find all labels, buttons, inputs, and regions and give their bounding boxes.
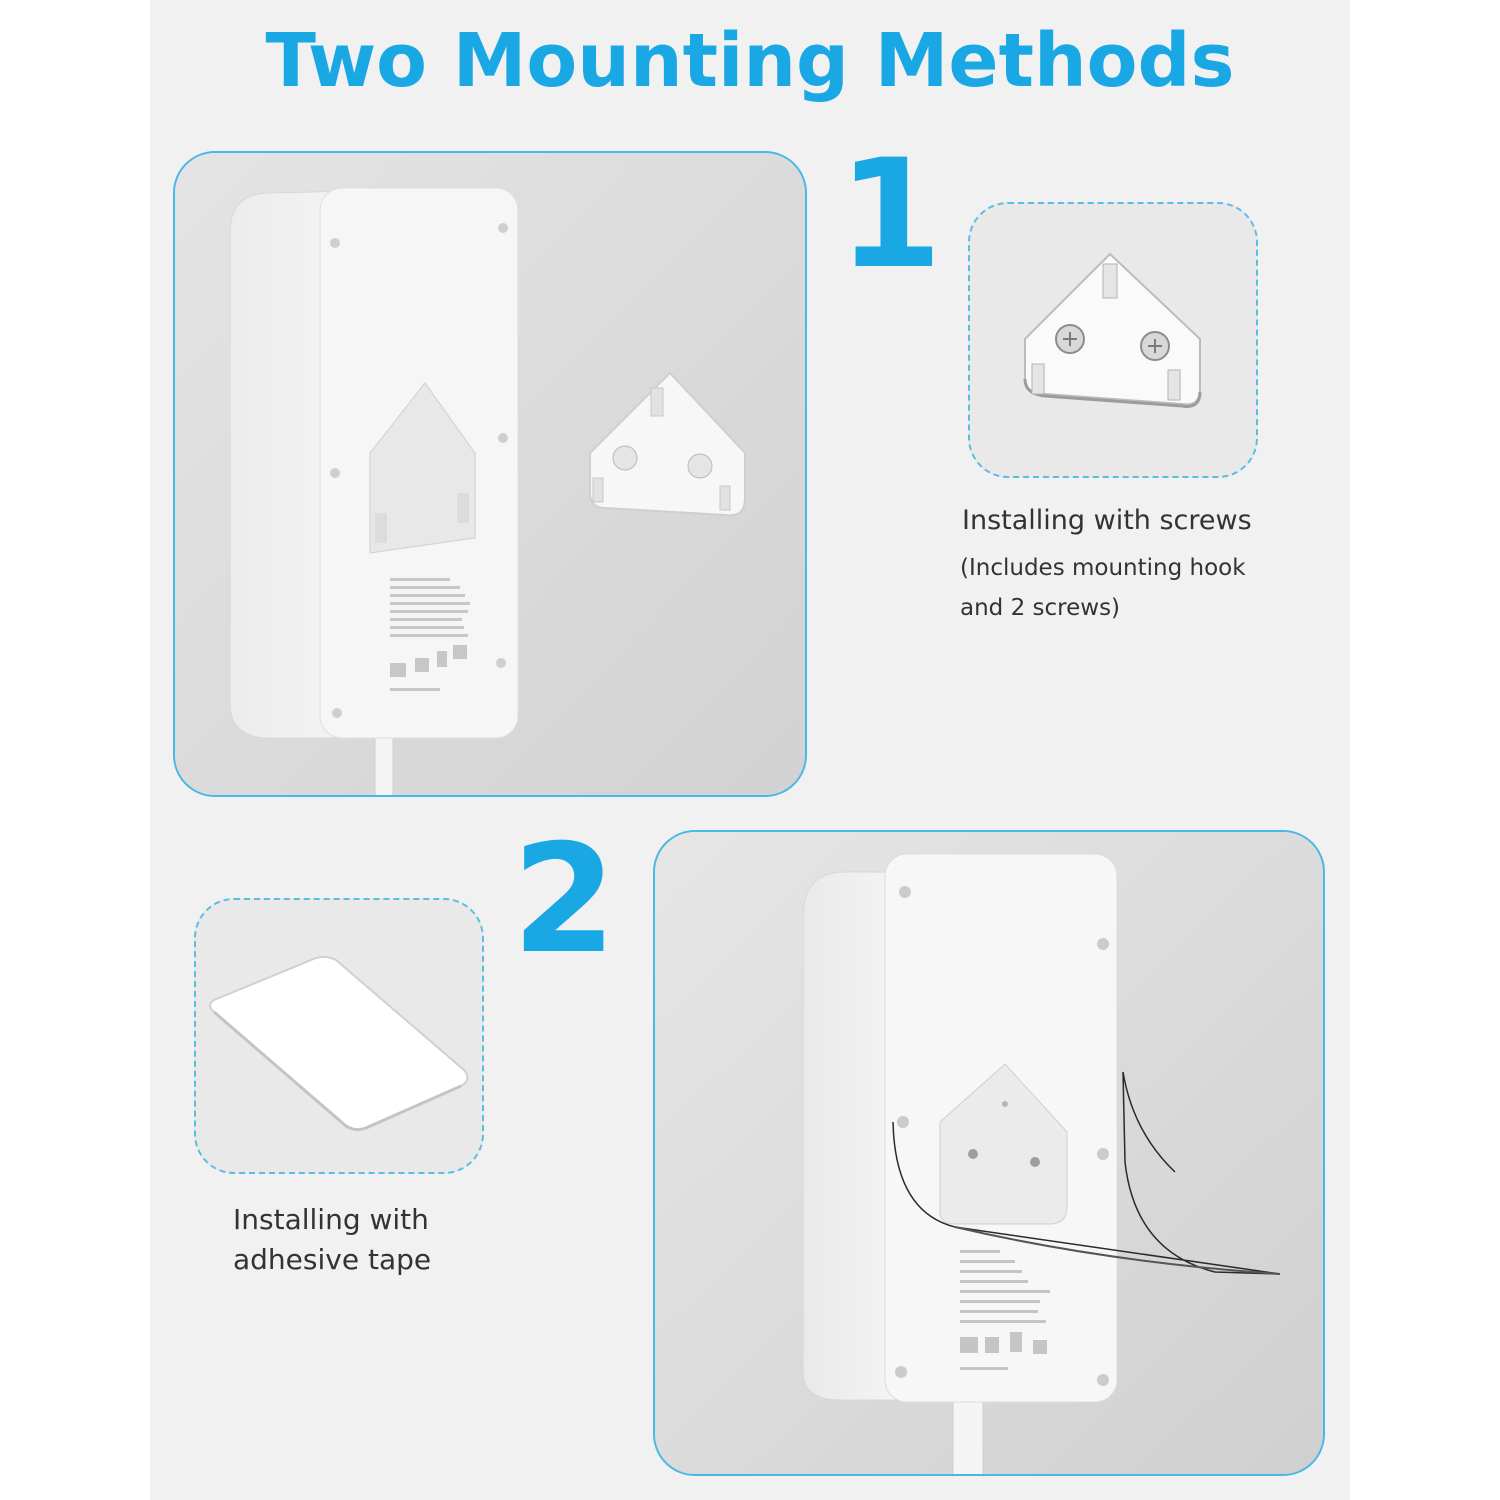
screw-method-note-line2: and 2 screws) bbox=[960, 595, 1121, 621]
power-strip-screw-illustration bbox=[175, 153, 805, 795]
adhesive-pad-detail bbox=[194, 898, 484, 1174]
step-number-2: 2 bbox=[512, 813, 617, 987]
screw-method-caption: Installing with screws bbox=[962, 505, 1252, 536]
power-strip-adhesive-illustration bbox=[655, 832, 1323, 1474]
adhesive-method-caption bbox=[233, 1200, 493, 1280]
photo-panel-adhesive-mount bbox=[653, 830, 1325, 1476]
mounting-hook-detail bbox=[968, 202, 1258, 478]
screw-method-note bbox=[960, 548, 1280, 628]
adhesive-pad-icon bbox=[196, 900, 482, 1172]
adhesive-caption-line1: Installing with bbox=[233, 1203, 429, 1236]
mounting-hook-icon bbox=[970, 204, 1256, 476]
step-number-1: 1 bbox=[838, 128, 943, 302]
adhesive-caption-line2: adhesive tape bbox=[233, 1243, 432, 1276]
screw-method-note-line1: (Includes mounting hook bbox=[960, 555, 1246, 581]
photo-panel-screw-mount bbox=[173, 151, 807, 797]
page-title: Two Mounting Methods bbox=[265, 18, 1235, 104]
